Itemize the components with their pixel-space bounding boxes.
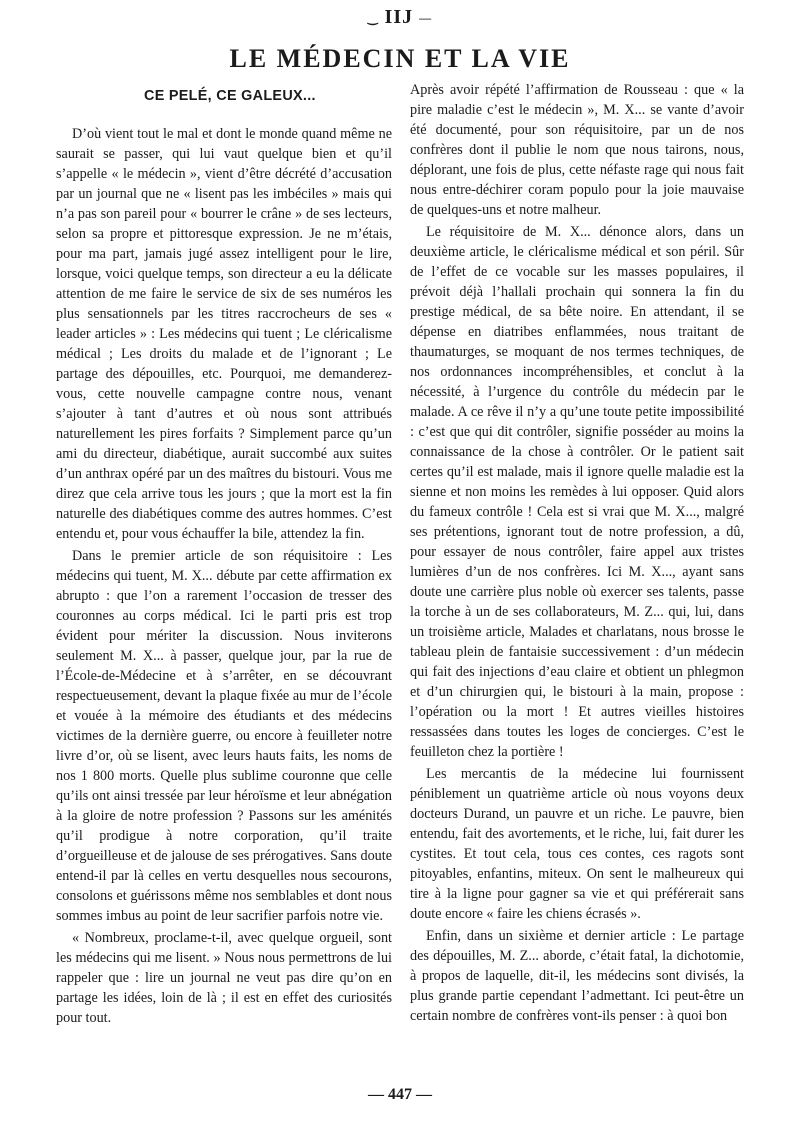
paragraph: « Nombreux, proclame-t-il, avec quelque orgueil, sont les médecins qui me lisent. » Nous nous permettrons de lui rappeler que : lire un journal ne veut pas dire qu’on en partage les idées, loin de là ; il est en effet des curiosités pour tout. bbox=[56, 930, 392, 1026]
paragraph: Après avoir répété l’affirmation de Rousseau : que « la pire maladie c’est le médecin », M. X... se vante d’avoir été documenté, pour son réquisitoire, par un de nos confrères dont il publie le nom que nous tairons, nous, déplorant, une fois de plus, cette néfaste rage qui nous fait nous entre-déchirer coram populo pour la joie mauvaise de quelques-uns et notre malheur. bbox=[410, 82, 744, 218]
page-title: LE MÉDECIN ET LA VIE bbox=[229, 44, 571, 73]
paragraph: Les mercantis de la médecine lui fournissent péniblement un quatrième article où nous voyons deux docteurs Durand, un pauvre et un riche. Le pauvre, bien entendu, fait des avortements, et le riche, lui, fait durer les cystites. Et tout cela, tous ces contes, ces ragots sont pitoyables, enfantins, miteux. On sent le malheureux qui tire à la ligne pour gagner sa vie et qui préférerait sans doute encore « faire les chiens écrasés ». bbox=[410, 766, 744, 922]
paragraph: Le réquisitoire de M. X... dénonce alors, dans un deuxième article, le cléricalisme médical et son péril. Sûr de l’effet de ce vocable sur les masses populaires, il prévoit déjà l’hallali prochain qui sonnera la fin du prestige médical, de sa bête noire. En attendant, il se dépense en diatribes enflammées, nous traitant de thaumaturges, se moquant de nos termes techniques, de nos ordonnances incompréhensibles, et conclut à la nécessité, à l’urgence du contrôle du médecin par le malade. A ce rêve il n’y a qu’une toute petite impossibilité : c’est que qui dit contrôler, signifie posséder au moins la connaissance de la chose à contrôler. Or le patient sait certes qu’il est malade, mais il ignore quelle maladie est la sienne et non moins les remèdes à lui opposer. Quid alors du fameux contrôle ! Cela est si vrai que M. X..., malgré ses prétentions, ignorant tout de notre profession, a dû, pour essayer de nous contrôler, faire appel aux tristes lumières d’un de nos confrères. Ici M. X..., ayant sans doute une carrière plus noble où exercer ses talents, passe la torche à un de ses collaborateurs, M. Z... qui, lui, dans un troisième article, Malades et charlatans, nous brosse le tableau plein de fantaisie successivement : d’un médecin qui fait des injections d’eau claire et obtient un phlegmon et d’un chirurgien qui, le bistouri à la main, propose : l’opération ou la mort ! Et autres vieilles histoires ressassées dans toutes les loges de concierges. C’est le feuilleton chez la portière ! bbox=[410, 224, 744, 760]
left-column bbox=[56, 86, 392, 1030]
folio-right-ornament: — bbox=[419, 10, 433, 25]
article-subtitle: CE PELÉ, CE GALEUX... bbox=[144, 88, 316, 104]
page-folio bbox=[0, 6, 800, 29]
paragraph: Dans le premier article de son réquisitoire : Les médecins qui tuent, M. X... débute par cette affirmation ex abrupto : que l’on a rarement l’occasion de tresser des couronnes au corps médical. Ici le parti pris est trop évident pour mériter la discussion. Nous inviterons seulement M. X... à passer, quelque jour, par la rue de l’École-de-Médecine et à s’arrêter, en se découvrant respectueusement, devant la plaque fixée au mur de l’école et vouée à la mémoire des étudiants et des médecins victimes de la dernière guerre, ou encore à feuilleter notre livre d’or, où se lisent, avec leurs hauts faits, les noms de nos 1 800 morts. Quelle plus sublime couronne que celle qu’ils ont ainsi tressée par leur héroïsme et leur abnégation à la gloire de notre profession ? Passons sur les aménités qu’il prodigue à notre corporation, qu’il traite d’orgueilleuse et de jalouse de ses prérogatives. Sans doute entend-il par là celles en vertu desquelles nous secourons, consolons et guérissons même nos semblables et dont nous sommes imbus au point de leur sacrifier parfois notre vie. bbox=[56, 548, 392, 924]
folio-left-ornament: ‿ bbox=[367, 10, 379, 25]
right-column bbox=[410, 80, 744, 1028]
paragraph: D’où vient tout le mal et dont le monde quand même ne saurait se passer, qui lui vaut quelque bien et qu’il s’appelle « le médecin », vient d’être décrété d’accusation par un journal que ne « lisent pas les imbéciles » mais qui n’a pas son pareil pour « bourrer le crâne » de ses lecteurs, selon sa propre et pittoresque expression. Je ne m’étais, pour ma part, jamais jugé assez intelligent pour le lire, lorsque, voici quelque temps, son directeur a eu la délicate attention de me faire le service de six de ses numéros les plus sensationnels par les titres raccrocheurs de ses « leader articles » : Les médecins qui tuent ; Le cléricalisme médical ; Les droits du malade et de l’ignorant ; Le partage des dépouilles, etc. Pourquoi, me demanderez-vous, cette nouvelle campagne contre nous, venant s’ajouter à tant d’autres et où nous sont attribués naturellement les pires forfaits ? Simplement parce qu’un ami du directeur, diabétique, aurait succombé aux suites d’un anthrax opéré par un des maîtres du bistouri. Vous me direz que cela arrive tous les jours ; que la mort est la fin naturelle des diabétiques comme des autres hommes. C’est entendu et, pour vous échauffer la bile, attendez la fin. bbox=[56, 126, 392, 542]
paragraph: Enfin, dans un sixième et dernier article : Le partage des dépouilles, M. Z... aborde, c’était fatal, la dichotomie, à propos de laquelle, dit-il, les médecins sont divisés, la plus grande partie cependant l’admettant. Ici peut-être un certain nombre de confrères vont-ils penser : à quoi bon bbox=[410, 928, 744, 1024]
page-number: — 447 — bbox=[368, 1086, 432, 1103]
folio-text: IIJ bbox=[384, 6, 414, 28]
